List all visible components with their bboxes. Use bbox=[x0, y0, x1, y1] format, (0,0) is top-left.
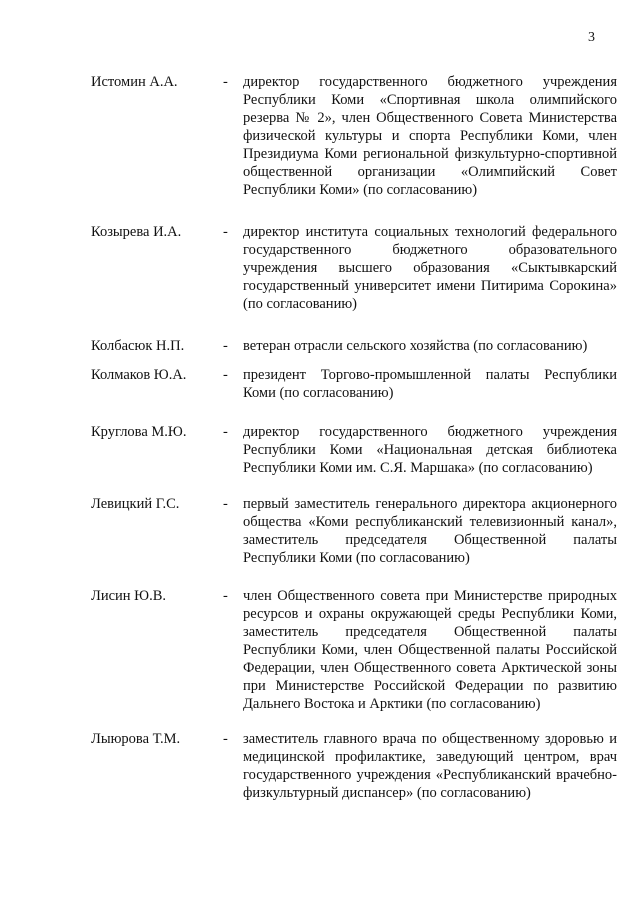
member-entry bbox=[91, 337, 617, 355]
member-description: директор института социальных технологий федерального государственного бюджетного образовательного учреждения высшего образования «Сыктывкарский государственный университет имени Питирима Сорокина» (по согласованию) bbox=[243, 224, 617, 312]
member-name: Лисин Ю.В. bbox=[91, 588, 166, 604]
dash-separator: - bbox=[223, 74, 228, 90]
member-name: Левицкий Г.С. bbox=[91, 496, 180, 512]
member-entry bbox=[91, 587, 617, 713]
member-description: директор государственного бюджетного учреждения Республики Коми «Спортивная школа олимпийского резерва № 2», член Общественного Совета Министерства физической культуры и спорта Республики Коми, член Президиума Коми региональной физкультурно-спортивной общественной организации «Олимпийский Совет Республики Коми» (по согласованию) bbox=[243, 74, 617, 198]
member-description: заместитель главного врача по общественному здоровью и медицинской профилактике, заведующий центром, врач государственного учреждения «Республиканский врачебно-физкультурный диспансер» (по согласованию) bbox=[243, 731, 617, 801]
member-name: Лыюрова Т.М. bbox=[91, 731, 181, 747]
member-name: Колбасюк Н.П. bbox=[91, 338, 185, 354]
dash-separator: - bbox=[223, 424, 228, 440]
member-entry bbox=[91, 366, 617, 402]
member-description: президент Торгово-промышленной палаты Республики Коми (по согласованию) bbox=[243, 367, 617, 401]
dash-separator: - bbox=[223, 224, 228, 240]
member-name: Колмаков Ю.А. bbox=[91, 367, 187, 383]
dash-separator: - bbox=[223, 731, 228, 747]
page-number: 3 bbox=[588, 30, 595, 45]
member-entry bbox=[91, 730, 617, 802]
dash-separator: - bbox=[223, 338, 228, 354]
member-list bbox=[91, 73, 617, 802]
dash-separator: - bbox=[223, 367, 228, 383]
member-description: член Общественного совета при Министерстве природных ресурсов и охраны окружающей среды Республики Коми, заместитель председателя Общественной палаты Республики Коми, член Общественной палаты Российской Федерации, член Общественного совета Арктической зоны при Министерстве Российской Федерации по развитию Дальнего Востока и Арктики (по согласованию) bbox=[243, 588, 617, 712]
dash-separator: - bbox=[223, 496, 228, 512]
member-name: Истомин А.А. bbox=[91, 74, 178, 90]
member-description: первый заместитель генерального директора акционерного общества «Коми республиканский телевизионный канал», заместитель председателя Общественной палаты Республики Коми (по согласованию) bbox=[243, 496, 617, 566]
member-name: Круглова М.Ю. bbox=[91, 424, 187, 440]
dash-separator: - bbox=[223, 588, 228, 604]
member-description: ветеран отрасли сельского хозяйства (по согласованию) bbox=[243, 338, 588, 354]
member-entry bbox=[91, 223, 617, 313]
member-entry bbox=[91, 423, 617, 477]
member-entry bbox=[91, 73, 617, 199]
member-description: директор государственного бюджетного учреждения Республики Коми «Национальная детская библиотека Республики Коми им. С.Я. Маршака» (по согласованию) bbox=[243, 424, 617, 476]
member-name: Козырева И.А. bbox=[91, 224, 182, 240]
member-entry bbox=[91, 495, 617, 567]
